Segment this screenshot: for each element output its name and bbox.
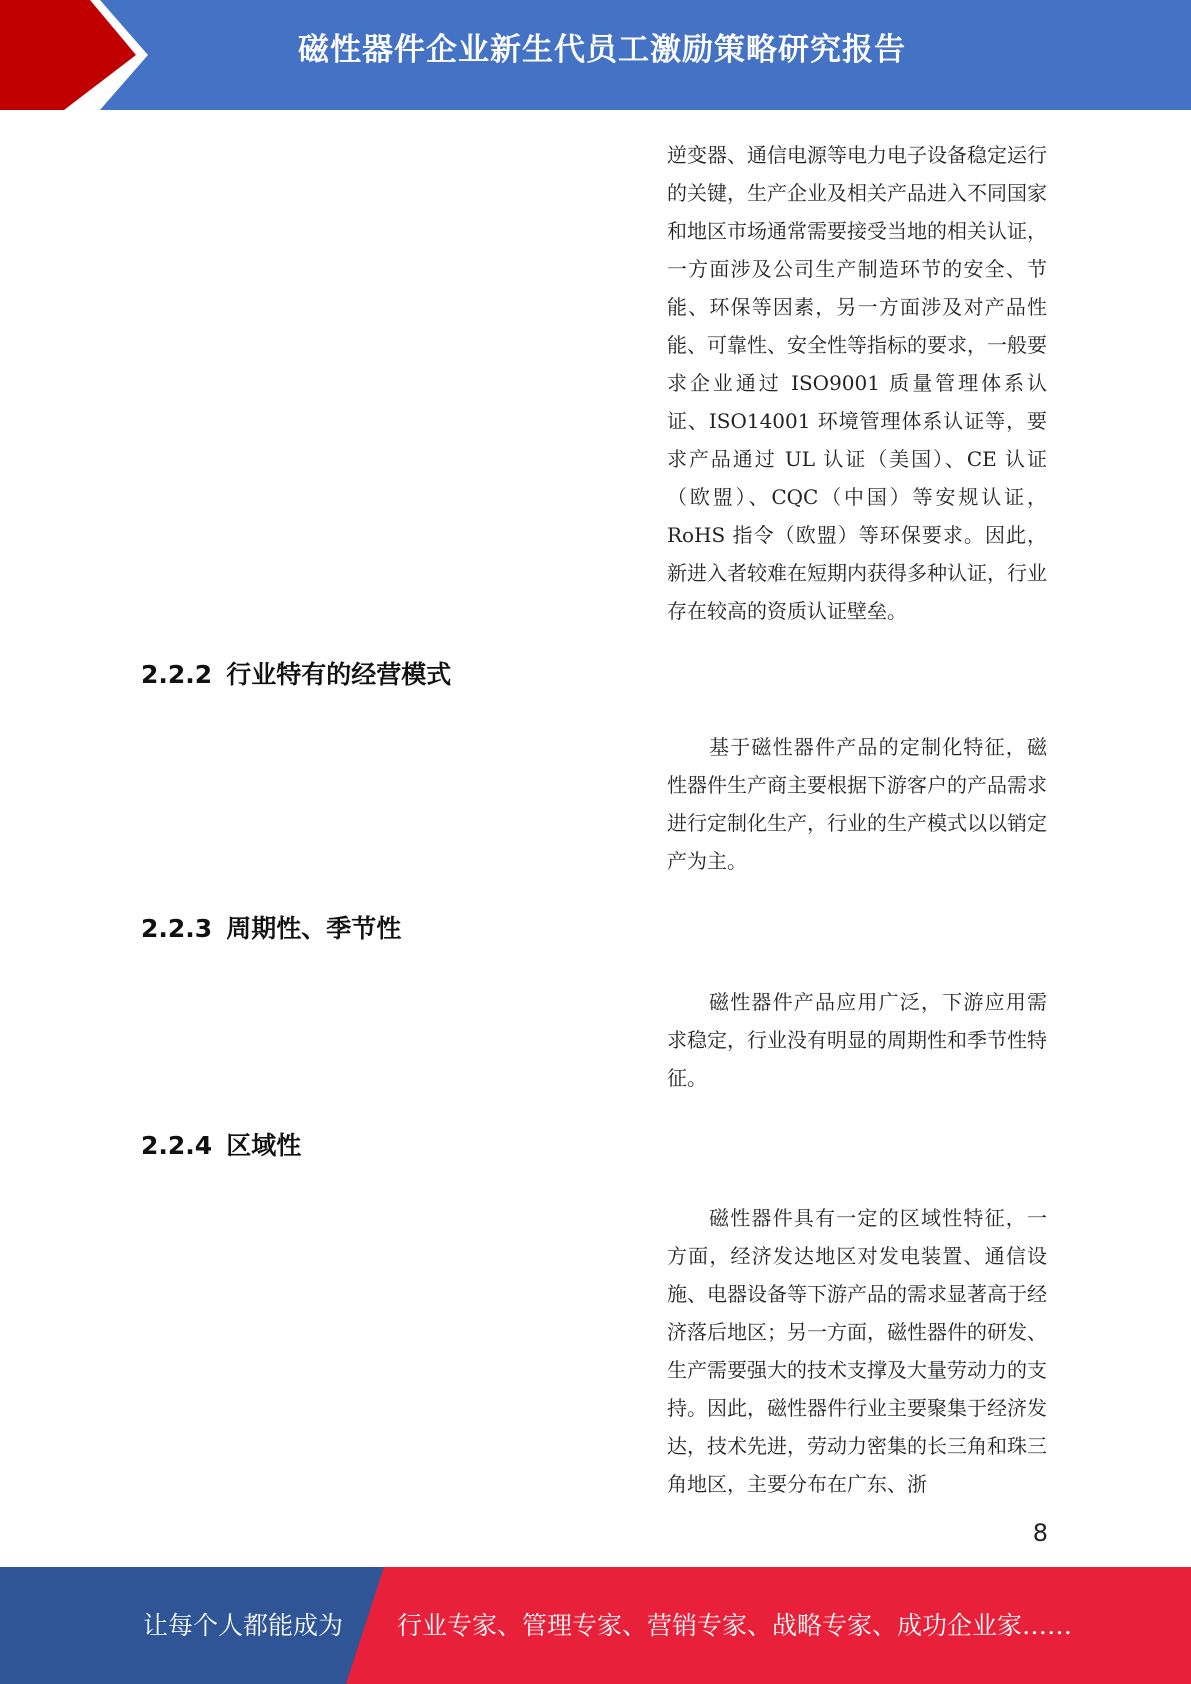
section-number: 2.2.4 [141,1131,213,1160]
document-title: 磁性器件企业新生代员工激励策略研究报告 [298,32,906,68]
section-title: 区域性 [226,1131,302,1160]
page-number: 8 [1032,1519,1048,1547]
section-number: 2.2.3 [141,914,213,943]
section-heading-2-2-3 [141,912,401,946]
paragraph-certification-barrier: 逆变器、通信电源等电力电子设备稳定运行的关键，生产企业及相关产品进入不同国家和地区市场通常需要接受当地的相关认证，一方面涉及公司生产制造环节的安全、节能、环保等因素，另一方面涉及对产品性能、可靠性、安全性等指标的要求，一般要求企业通过 ISO9001 质量管理体系认证、ISO14001 环境管理体系认证等，要求产品通过 UL 认证（美国）、CE 认证（欧盟）、CQC（中国）等安规认证，RoHS 指令（欧盟）等环保要求。因此，新进入者较难在短期内获得多种认证，行业存在较高的资质认证壁垒。 [667,143,1047,623]
footer-slogan-left: 让每个人都能成为 [143,1611,344,1640]
footer-slogan-right: 行业专家、管理专家、营销专家、战略专家、成功企业家…… [397,1611,1073,1640]
paragraph-cyclicality: 磁性器件产品应用广泛，下游应用需求稳定，行业没有明显的周期性和季节性特征。 [667,990,1047,1090]
footer-banner [0,1567,1191,1684]
section-heading-2-2-2 [141,658,451,692]
section-title: 行业特有的经营模式 [226,660,452,689]
paragraph-regionality: 磁性器件具有一定的区域性特征，一方面，经济发达地区对发电装置、通信设施、电器设备等下游产品的需求显著高于经济落后地区；另一方面，磁性器件的研发、生产需要强大的技术支撑及大量劳动力的支持。因此，磁性器件行业主要聚集于经济发达，技术先进，劳动力密集的长三角和珠三角地区，主要分布在广东、浙 [667,1206,1047,1496]
header-banner [0,0,1191,110]
section-number: 2.2.2 [141,660,213,689]
paragraph-business-model: 基于磁性器件产品的定制化特征，磁性器件生产商主要根据下游客户的产品需求进行定制化生产，行业的生产模式以以销定产为主。 [667,735,1047,873]
section-title: 周期性、季节性 [226,914,402,943]
section-heading-2-2-4 [141,1129,301,1163]
